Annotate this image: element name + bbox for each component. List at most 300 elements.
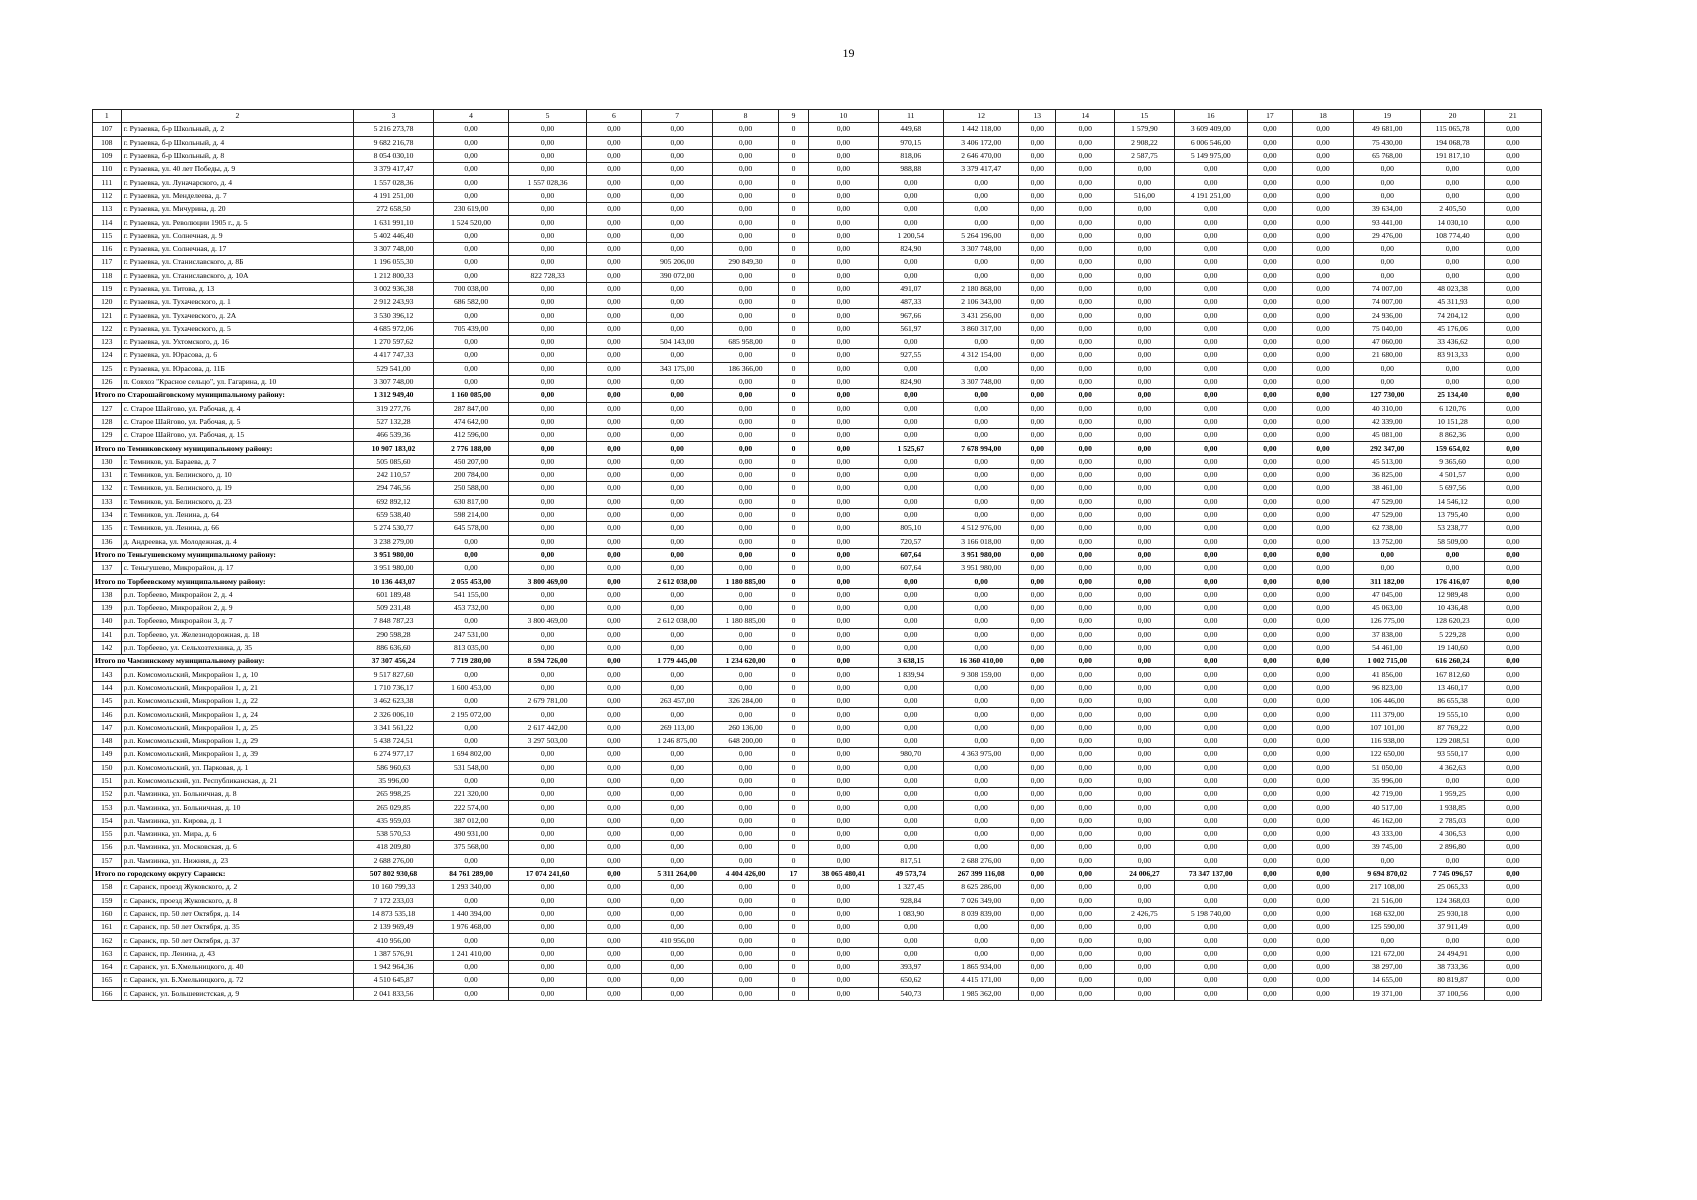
subtotal-label: Итого по Чамзинскому муниципальному району: <box>93 655 354 668</box>
table-cell: 0,00 <box>1056 508 1115 521</box>
table-cell: 2 405,50 <box>1421 203 1484 216</box>
table-cell: 0,00 <box>1292 469 1353 482</box>
table-cell: 412 596,00 <box>433 429 509 442</box>
table-cell: 0,00 <box>641 415 712 428</box>
table-cell: 0,00 <box>1056 562 1115 575</box>
table-cell: 0,00 <box>1484 881 1541 894</box>
table-cell: 0 <box>778 176 809 189</box>
table-cell: 1 196 055,30 <box>354 256 434 269</box>
table-cell: 0,00 <box>1115 242 1174 255</box>
table-cell: 0,00 <box>586 761 641 774</box>
table-cell: 970,15 <box>878 136 943 149</box>
address-cell: г. Саранск, пр. 50 лет Октября, д. 37 <box>121 934 354 947</box>
table-cell: 0,00 <box>509 961 587 974</box>
table-cell: 0,00 <box>809 721 878 734</box>
table-cell: 0,00 <box>1115 535 1174 548</box>
table-cell: 0,00 <box>1056 788 1115 801</box>
table-cell: 1 865 934,00 <box>943 961 1019 974</box>
table-body <box>93 110 1542 1001</box>
table-cell: 504 143,00 <box>641 336 712 349</box>
table-cell: 3 609 409,00 <box>1174 123 1247 136</box>
table-cell: 0,00 <box>1484 562 1541 575</box>
row-number: 140 <box>93 615 122 628</box>
table-cell: 0,00 <box>1019 429 1056 442</box>
table-cell: 0,00 <box>586 615 641 628</box>
row-number: 164 <box>93 961 122 974</box>
table-cell: 0,00 <box>1292 934 1353 947</box>
table-cell: 0,00 <box>1484 203 1541 216</box>
table-cell: 0,00 <box>943 189 1019 202</box>
table-cell: 2 139 969,49 <box>354 921 434 934</box>
table-row <box>93 522 1542 535</box>
row-number: 117 <box>93 256 122 269</box>
table-cell: 4 417 747,33 <box>354 349 434 362</box>
table-cell: 0,00 <box>509 894 587 907</box>
table-cell: 5 216 273,78 <box>354 123 434 136</box>
table-cell: 14 873 535,18 <box>354 907 434 920</box>
table-cell: 87 769,22 <box>1421 721 1484 734</box>
table-row <box>93 947 1542 960</box>
table-cell: 0,00 <box>1115 708 1174 721</box>
table-cell: 0,00 <box>586 362 641 375</box>
table-cell: 47 060,00 <box>1354 336 1421 349</box>
row-number: 131 <box>93 469 122 482</box>
table-cell: 0,00 <box>509 828 587 841</box>
table-cell: 0,00 <box>1115 336 1174 349</box>
table-cell: 0,00 <box>809 854 878 867</box>
table-cell: 0,00 <box>641 828 712 841</box>
table-cell: 0,00 <box>1056 615 1115 628</box>
row-number: 141 <box>93 628 122 641</box>
table-cell: 0,00 <box>1019 934 1056 947</box>
table-cell: 0,00 <box>809 774 878 787</box>
address-cell: р.п. Комсомольский, Микрорайон 1, д. 21 <box>121 681 354 694</box>
table-cell: 1 557 028,36 <box>354 176 434 189</box>
table-cell: 38 297,00 <box>1354 961 1421 974</box>
table-cell: 0,00 <box>1019 641 1056 654</box>
table-cell: 0,00 <box>943 681 1019 694</box>
table-cell: 0,00 <box>1056 628 1115 641</box>
table-cell: 3 379 417,47 <box>943 163 1019 176</box>
table-cell: 8 594 726,00 <box>509 655 587 668</box>
row-number: 107 <box>93 123 122 136</box>
table-cell: 265 029,85 <box>354 801 434 814</box>
table-row <box>93 495 1542 508</box>
data-table <box>92 109 1542 1001</box>
table-cell: 0,00 <box>1292 336 1353 349</box>
table-cell: 0,00 <box>1019 336 1056 349</box>
table-cell: 260 136,00 <box>713 721 778 734</box>
table-cell: 2 912 243,93 <box>354 296 434 309</box>
table-cell: 0,00 <box>433 123 509 136</box>
table-cell: 0,00 <box>809 455 878 468</box>
table-cell: 0,00 <box>1292 947 1353 960</box>
table-cell: 0,00 <box>1174 748 1247 761</box>
table-cell: 54 461,00 <box>1354 641 1421 654</box>
address-cell: г. Рузаевка, б-р Школьный, д. 2 <box>121 123 354 136</box>
table-cell: 0,00 <box>943 788 1019 801</box>
table-cell: 43 333,00 <box>1354 828 1421 841</box>
table-cell: 7 172 233,03 <box>354 894 434 907</box>
table-cell: 10 136 443,07 <box>354 575 434 588</box>
table-cell: 0,00 <box>586 894 641 907</box>
table-cell: 0,00 <box>878 828 943 841</box>
table-cell: 0,00 <box>433 163 509 176</box>
table-row <box>93 814 1542 827</box>
table-cell: 0,00 <box>586 149 641 162</box>
table-cell: 5 149 975,00 <box>1174 149 1247 162</box>
table-cell: 45 176,06 <box>1421 322 1484 335</box>
table-cell: 194 068,78 <box>1421 136 1484 149</box>
table-cell: 38 733,36 <box>1421 961 1484 974</box>
table-cell: 0,00 <box>1484 907 1541 920</box>
table-cell: 0,00 <box>1056 588 1115 601</box>
table-cell: 0,00 <box>1292 282 1353 295</box>
table-row <box>93 229 1542 242</box>
table-cell: 0,00 <box>1056 296 1115 309</box>
table-cell: 287 847,00 <box>433 402 509 415</box>
table-cell: 0 <box>778 615 809 628</box>
table-cell: 0,00 <box>1292 681 1353 694</box>
table-cell: 0,00 <box>586 814 641 827</box>
table-cell: 0,00 <box>1484 389 1541 402</box>
table-cell: 9 517 827,60 <box>354 668 434 681</box>
table-cell: 0,00 <box>1292 695 1353 708</box>
table-cell: 0,00 <box>943 415 1019 428</box>
table-cell: 74 007,00 <box>1354 296 1421 309</box>
table-cell: 0 <box>778 296 809 309</box>
table-cell: 490 931,00 <box>433 828 509 841</box>
table-cell: 14 655,00 <box>1354 974 1421 987</box>
table-cell: 0,00 <box>1115 681 1174 694</box>
table-cell: 0,00 <box>943 628 1019 641</box>
table-cell: 0,00 <box>1019 482 1056 495</box>
table-cell: 0,00 <box>1056 987 1115 1000</box>
table-cell: 0,00 <box>1484 375 1541 388</box>
address-cell: р.п. Торбеево, Микрорайон 2, д. 9 <box>121 601 354 614</box>
table-cell: 0,00 <box>641 894 712 907</box>
table-cell: 0 <box>778 535 809 548</box>
table-cell: 0,00 <box>809 695 878 708</box>
table-cell: 0,00 <box>1354 934 1421 947</box>
table-cell: 0,00 <box>1292 907 1353 920</box>
table-cell: 0,00 <box>641 668 712 681</box>
table-cell: 0,00 <box>509 774 587 787</box>
table-cell: 3 860 317,00 <box>943 322 1019 335</box>
table-cell: 527 132,28 <box>354 415 434 428</box>
table-cell: 0,00 <box>1247 628 1292 641</box>
table-cell: 0,00 <box>1247 894 1292 907</box>
table-cell: 0,00 <box>1019 189 1056 202</box>
column-header: 4 <box>433 110 509 123</box>
table-cell: 0,00 <box>1115 947 1174 960</box>
table-cell: 0,00 <box>1019 402 1056 415</box>
table-cell: 0,00 <box>1056 947 1115 960</box>
table-cell: 0,00 <box>713 495 778 508</box>
table-cell: 0 <box>778 482 809 495</box>
table-cell: 0,00 <box>641 628 712 641</box>
address-cell: с. Старое Шайгово, ул. Рабочая, д. 15 <box>121 429 354 442</box>
table-row <box>93 681 1542 694</box>
column-header: 21 <box>1484 110 1541 123</box>
table-cell: 0,00 <box>1019 588 1056 601</box>
table-cell: 0 <box>778 668 809 681</box>
table-cell: 3 951 980,00 <box>354 548 434 561</box>
table-cell: 167 812,60 <box>1421 668 1484 681</box>
table-cell: 74 204,12 <box>1421 309 1484 322</box>
table-cell: 294 746,56 <box>354 482 434 495</box>
table-cell: 0,00 <box>1247 455 1292 468</box>
table-cell: 0,00 <box>586 136 641 149</box>
table-cell: 0,00 <box>809 203 878 216</box>
table-cell: 0,00 <box>1019 362 1056 375</box>
table-cell: 5 438 724,51 <box>354 734 434 747</box>
row-number: 130 <box>93 455 122 468</box>
table-cell: 0 <box>778 389 809 402</box>
table-cell: 0,00 <box>1484 788 1541 801</box>
table-cell: 3 307 748,00 <box>943 375 1019 388</box>
table-cell: 0,00 <box>1019 987 1056 1000</box>
table-cell: 927,55 <box>878 349 943 362</box>
table-cell: 0,00 <box>1292 535 1353 548</box>
table-cell: 1 327,45 <box>878 881 943 894</box>
table-cell: 0,00 <box>1056 668 1115 681</box>
table-cell: 0,00 <box>1247 136 1292 149</box>
table-cell: 21 516,00 <box>1354 894 1421 907</box>
table-cell: 0,00 <box>943 203 1019 216</box>
table-cell: 2 180 868,00 <box>943 282 1019 295</box>
table-cell: 37 838,00 <box>1354 628 1421 641</box>
table-cell: 0,00 <box>878 389 943 402</box>
table-cell: 0,00 <box>1019 921 1056 934</box>
address-cell: г. Саранск, ул. Большевистская, д. 9 <box>121 987 354 1000</box>
table-cell: 1 710 736,17 <box>354 681 434 694</box>
table-cell: 0,00 <box>809 961 878 974</box>
table-cell: 7 745 096,57 <box>1421 867 1484 880</box>
table-cell: 0,00 <box>509 336 587 349</box>
column-header: 16 <box>1174 110 1247 123</box>
table-cell: 0,00 <box>1115 229 1174 242</box>
address-cell: р.п. Комсомольский, Микрорайон 1, д. 25 <box>121 721 354 734</box>
table-cell: 29 476,00 <box>1354 229 1421 242</box>
table-cell: 0,00 <box>1247 296 1292 309</box>
table-cell: 0,00 <box>641 216 712 229</box>
table-cell: 0,00 <box>586 548 641 561</box>
table-cell: 3 238 279,00 <box>354 535 434 548</box>
table-cell: 0 <box>778 522 809 535</box>
table-cell: 0,00 <box>1484 668 1541 681</box>
table-cell: 1 180 885,00 <box>713 615 778 628</box>
table-cell: 0,00 <box>809 601 878 614</box>
table-cell: 0,00 <box>878 761 943 774</box>
table-cell: 0,00 <box>1247 748 1292 761</box>
table-cell: 0,00 <box>713 841 778 854</box>
table-cell: 37 911,49 <box>1421 921 1484 934</box>
table-cell: 0,00 <box>1421 242 1484 255</box>
table-row <box>93 322 1542 335</box>
column-header: 17 <box>1247 110 1292 123</box>
table-cell: 93 441,00 <box>1354 216 1421 229</box>
table-cell: 0,00 <box>586 189 641 202</box>
table-cell: 0,00 <box>943 947 1019 960</box>
table-cell: 51 050,00 <box>1354 761 1421 774</box>
table-cell: 37 100,56 <box>1421 987 1484 1000</box>
table-cell: 0,00 <box>713 801 778 814</box>
table-cell: 36 825,00 <box>1354 469 1421 482</box>
table-cell: 0,00 <box>1174 974 1247 987</box>
table-cell: 0,00 <box>1292 668 1353 681</box>
table-cell: 0,00 <box>809 482 878 495</box>
table-cell: 0,00 <box>641 322 712 335</box>
table-cell: 0,00 <box>809 189 878 202</box>
table-cell: 0,00 <box>713 269 778 282</box>
table-cell: 186 366,00 <box>713 362 778 375</box>
table-cell: 453 732,00 <box>433 601 509 614</box>
table-cell: 0,00 <box>641 349 712 362</box>
table-cell: 0,00 <box>1247 668 1292 681</box>
table-cell: 0,00 <box>1484 748 1541 761</box>
table-cell: 0,00 <box>1115 854 1174 867</box>
table-cell: 0,00 <box>1484 282 1541 295</box>
table-cell: 0,00 <box>1174 881 1247 894</box>
table-cell: 0,00 <box>509 189 587 202</box>
table-cell: 0,00 <box>713 296 778 309</box>
table-cell: 0,00 <box>1019 203 1056 216</box>
table-cell: 0,00 <box>509 681 587 694</box>
table-cell: 0,00 <box>1484 415 1541 428</box>
table-cell: 0,00 <box>1056 216 1115 229</box>
table-cell: 0,00 <box>1115 841 1174 854</box>
table-cell: 0,00 <box>433 362 509 375</box>
table-cell: 0,00 <box>433 189 509 202</box>
table-row <box>93 149 1542 162</box>
table-cell: 0,00 <box>1056 708 1115 721</box>
table-cell: 0,00 <box>509 921 587 934</box>
table-cell: 0,00 <box>809 921 878 934</box>
table-cell: 0,00 <box>1019 349 1056 362</box>
table-cell: 0,00 <box>943 695 1019 708</box>
table-cell: 0,00 <box>509 495 587 508</box>
table-cell: 0,00 <box>641 296 712 309</box>
address-cell: р.п. Чамзинка, ул. Кирова, д. 1 <box>121 814 354 827</box>
address-cell: г. Рузаевка, ул. Тухачевского, д. 1 <box>121 296 354 309</box>
table-cell: 0,00 <box>713 814 778 827</box>
table-cell: 2 617 442,00 <box>509 721 587 734</box>
table-cell: 0,00 <box>943 934 1019 947</box>
table-row <box>93 362 1542 375</box>
table-cell: 129 208,51 <box>1421 734 1484 747</box>
table-cell: 0,00 <box>641 203 712 216</box>
table-cell: 38 461,00 <box>1354 482 1421 495</box>
table-cell: 1 985 362,00 <box>943 987 1019 1000</box>
table-cell: 0,00 <box>1019 615 1056 628</box>
address-cell: г. Рузаевка, ул. Тухачевского, д. 2А <box>121 309 354 322</box>
table-cell: 0,00 <box>1056 548 1115 561</box>
table-cell: 818,06 <box>878 149 943 162</box>
table-cell: 0,00 <box>641 455 712 468</box>
table-cell: 168 632,00 <box>1354 907 1421 920</box>
table-cell: 0,00 <box>878 615 943 628</box>
table-cell: 0,00 <box>1115 628 1174 641</box>
row-number: 146 <box>93 708 122 721</box>
row-number: 127 <box>93 402 122 415</box>
table-cell: 0,00 <box>1484 362 1541 375</box>
table-cell: 0,00 <box>713 375 778 388</box>
table-cell: 0,00 <box>1174 322 1247 335</box>
row-number: 114 <box>93 216 122 229</box>
table-cell: 176 416,07 <box>1421 575 1484 588</box>
table-cell: 0,00 <box>1019 695 1056 708</box>
table-cell: 0,00 <box>1056 867 1115 880</box>
table-cell: 2 426,75 <box>1115 907 1174 920</box>
table-cell: 0,00 <box>433 961 509 974</box>
table-cell: 0,00 <box>586 336 641 349</box>
subtotal-label: Итого по Старошайговскому муниципальному району: <box>93 389 354 402</box>
table-cell: 0,00 <box>1174 415 1247 428</box>
table-cell: 0,00 <box>641 854 712 867</box>
table-cell: 0,00 <box>943 429 1019 442</box>
table-cell: 2 646 470,00 <box>943 149 1019 162</box>
table-cell: 1 959,25 <box>1421 788 1484 801</box>
table-cell: 4 363 975,00 <box>943 748 1019 761</box>
table-cell: 0 <box>778 588 809 601</box>
table-row <box>93 961 1542 974</box>
table-cell: 0,00 <box>1115 415 1174 428</box>
table-cell: 3 406 172,00 <box>943 136 1019 149</box>
table-cell: 0,00 <box>809 402 878 415</box>
table-cell: 0,00 <box>1292 389 1353 402</box>
table-row <box>93 828 1542 841</box>
table-cell: 1 241 410,00 <box>433 947 509 960</box>
table-cell: 0,00 <box>878 814 943 827</box>
table-cell: 0,00 <box>1019 814 1056 827</box>
table-cell: 0,00 <box>713 761 778 774</box>
table-cell: 0,00 <box>641 522 712 535</box>
table-cell: 0,00 <box>433 149 509 162</box>
table-cell: 0,00 <box>1292 415 1353 428</box>
header-row <box>93 110 1542 123</box>
table-cell: 0,00 <box>1174 761 1247 774</box>
table-cell: 230 619,00 <box>433 203 509 216</box>
table-cell: 0,00 <box>809 562 878 575</box>
table-cell: 13 795,40 <box>1421 508 1484 521</box>
table-cell: 0,00 <box>1174 402 1247 415</box>
table-cell: 0 <box>778 189 809 202</box>
table-cell: 0,00 <box>1019 415 1056 428</box>
table-cell: 0,00 <box>713 508 778 521</box>
table-cell: 0,00 <box>1019 841 1056 854</box>
table-cell: 0,00 <box>1292 229 1353 242</box>
table-cell: 0,00 <box>943 734 1019 747</box>
table-cell: 8 862,36 <box>1421 429 1484 442</box>
row-number: 154 <box>93 814 122 827</box>
table-cell: 5 264 196,00 <box>943 229 1019 242</box>
table-cell: 0,00 <box>1247 203 1292 216</box>
table-cell: 393,97 <box>878 961 943 974</box>
table-cell: 0,00 <box>586 282 641 295</box>
table-cell: 0,00 <box>641 961 712 974</box>
table-cell: 0,00 <box>1019 974 1056 987</box>
table-cell: 0,00 <box>943 469 1019 482</box>
table-cell: 3 307 748,00 <box>354 375 434 388</box>
table-cell: 0,00 <box>1174 269 1247 282</box>
table-cell: 0,00 <box>1247 867 1292 880</box>
table-cell: 0,00 <box>586 788 641 801</box>
table-cell: 0,00 <box>878 176 943 189</box>
table-cell: 0,00 <box>509 601 587 614</box>
table-cell: 0,00 <box>586 881 641 894</box>
column-header: 12 <box>943 110 1019 123</box>
